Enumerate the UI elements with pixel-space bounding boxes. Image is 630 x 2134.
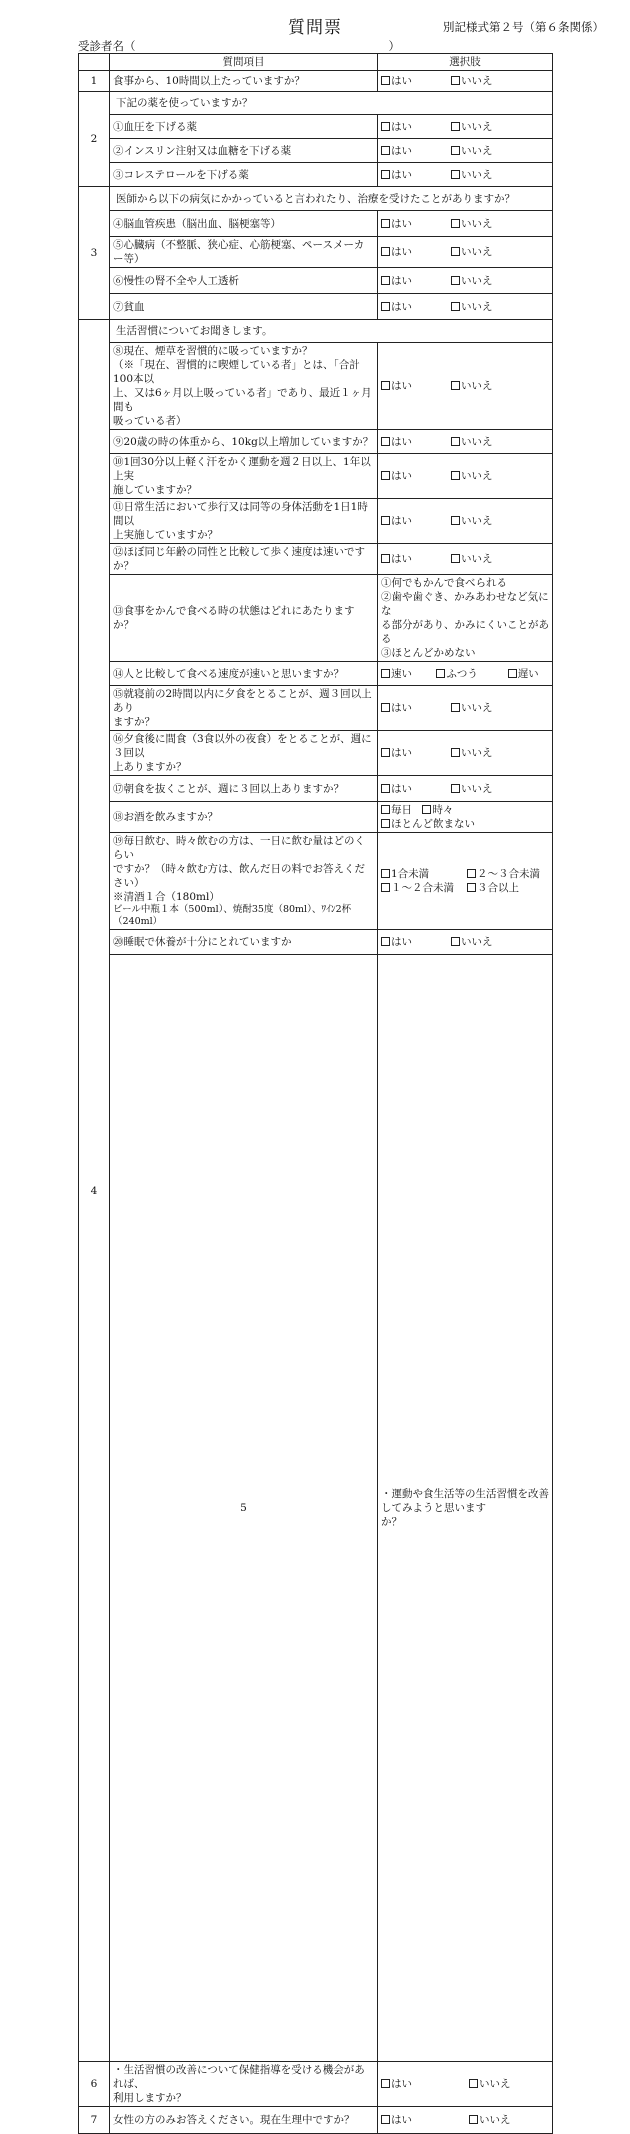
- checkbox-icon[interactable]: [451, 170, 460, 179]
- table-row: [79, 294, 553, 320]
- checkbox-icon[interactable]: [381, 819, 390, 828]
- checkbox-icon[interactable]: [381, 805, 390, 814]
- questionnaire-table: [78, 53, 553, 2134]
- table-row: [79, 955, 553, 2062]
- choice-option-no[interactable]: いいえ: [451, 782, 493, 796]
- table-row: [79, 115, 553, 139]
- choice-option[interactable]: 時々: [422, 803, 460, 817]
- checkbox-icon[interactable]: [381, 669, 390, 678]
- answer-choices: [378, 776, 553, 802]
- question-text: ⑪日常生活において歩行又は同等の身体活動を1日1時間以 上実施していますか？: [110, 499, 378, 544]
- choice-option-no[interactable]: いいえ: [451, 144, 493, 158]
- checkbox-icon[interactable]: [381, 703, 390, 712]
- answer-choices: [378, 930, 553, 955]
- checkbox-icon[interactable]: [469, 2115, 478, 2124]
- checkbox-icon[interactable]: [451, 76, 460, 85]
- checkbox-icon[interactable]: [381, 937, 390, 946]
- checkbox-icon[interactable]: [381, 869, 390, 878]
- checkbox-icon[interactable]: [381, 437, 390, 446]
- checkbox-icon[interactable]: [381, 302, 390, 311]
- question-number: 4: [79, 320, 110, 2062]
- answer-choices: [378, 2107, 553, 2134]
- checkbox-icon[interactable]: [469, 2079, 478, 2088]
- form-number: 別記様式第２号（第６条関係）: [443, 20, 604, 34]
- checkbox-icon[interactable]: [381, 170, 390, 179]
- choice-option[interactable]: ふつう: [436, 667, 504, 681]
- question-text: ⑳睡眠で休養が十分にとれていますか: [110, 930, 378, 955]
- choice-option-no[interactable]: いいえ: [451, 552, 493, 566]
- choice-option-yes[interactable]: はい: [381, 935, 451, 949]
- answer-choices: [378, 499, 553, 544]
- answer-choices: [378, 139, 553, 163]
- checkbox-icon[interactable]: [451, 554, 460, 563]
- question-text: ⑬食事をかんで食べる時の状態はどれにあたりますか？: [110, 575, 378, 662]
- choice-option-no[interactable]: いいえ: [451, 435, 493, 449]
- choice-option-yes[interactable]: はい: [381, 435, 451, 449]
- choice-option-yes[interactable]: はい: [381, 2077, 469, 2091]
- choice-option-yes[interactable]: はい: [381, 245, 451, 259]
- question-text: ⑭人と比較して食べる速度が速いと思いますか？: [110, 662, 378, 686]
- choice-option-no[interactable]: いいえ: [451, 935, 493, 949]
- choice-option-yes[interactable]: はい: [381, 168, 451, 182]
- choice-option[interactable]: 速い: [381, 667, 433, 681]
- checkbox-icon[interactable]: [451, 276, 460, 285]
- checkbox-icon[interactable]: [451, 219, 460, 228]
- group-intro: 医師から以下の病気にかかっていると言われたり、治療を受けたことがありますか？: [110, 187, 553, 211]
- answer-choices: [378, 294, 553, 320]
- checkbox-icon[interactable]: [381, 784, 390, 793]
- table-row: [79, 731, 553, 776]
- table-row: [79, 833, 553, 930]
- answer-choices: [378, 2062, 553, 2107]
- choice-option-no[interactable]: いいえ: [451, 701, 493, 715]
- question-text: ・運動や食生活等の生活習慣を改善してみようと思います か？: [378, 955, 553, 2062]
- choice-option-no[interactable]: いいえ: [451, 300, 493, 314]
- question-text: ①血圧を下げる薬: [110, 115, 378, 139]
- table-row: [79, 71, 553, 92]
- checkbox-icon[interactable]: [381, 381, 390, 390]
- checkbox-icon[interactable]: [381, 76, 390, 85]
- table-row: [79, 2107, 553, 2134]
- checkbox-icon[interactable]: [451, 146, 460, 155]
- table-row: [79, 575, 553, 662]
- table-row: [79, 686, 553, 731]
- table-row: [79, 237, 553, 268]
- table-row: [79, 268, 553, 294]
- answer-choices: [378, 268, 553, 294]
- question-text: ⑯夕食後に間食（3食以外の夜食）をとることが、週に３回以 上ありますか？: [110, 731, 378, 776]
- choice-option-yes[interactable]: はい: [381, 144, 451, 158]
- question-text: ⑥慢性の腎不全や人工透析: [110, 268, 378, 294]
- group-intro: 生活習慣についてお聞きします。: [110, 320, 553, 343]
- choice-option-no[interactable]: いいえ: [451, 746, 493, 760]
- checkbox-icon[interactable]: [381, 748, 390, 757]
- checkbox-icon[interactable]: [381, 471, 390, 480]
- answer-choices: [378, 544, 553, 575]
- checkbox-icon[interactable]: [451, 471, 460, 480]
- checkbox-icon[interactable]: [381, 883, 390, 892]
- answer-choices: [378, 115, 553, 139]
- checkbox-icon[interactable]: [422, 805, 431, 814]
- choice-option-yes[interactable]: はい: [381, 701, 451, 715]
- group-intro: 下記の薬を使っていますか？: [110, 92, 553, 115]
- question-text: ⑩1回30分以上軽く汗をかく運動を週２日以上、1年以上実 施していますか？: [110, 454, 378, 499]
- table-row: [79, 92, 553, 115]
- choice-option[interactable]: ほとんど飲まない: [381, 817, 475, 831]
- checkbox-icon[interactable]: [451, 937, 460, 946]
- answer-choices: [378, 686, 553, 731]
- choice-option[interactable]: ２～３合未満: [467, 867, 540, 881]
- page-title: 質問票: [288, 18, 342, 38]
- checkbox-icon[interactable]: [451, 381, 460, 390]
- checkbox-icon[interactable]: [381, 146, 390, 155]
- choice-option[interactable]: ③ほとんどかめない: [381, 647, 476, 659]
- answer-choices: [378, 662, 553, 686]
- table-row: [79, 343, 553, 430]
- question-number: 6: [79, 2062, 110, 2107]
- table-row: [79, 802, 553, 833]
- answer-choices: [378, 343, 553, 430]
- table-row: [79, 544, 553, 575]
- choice-option-yes[interactable]: はい: [381, 469, 451, 483]
- checkbox-icon[interactable]: [381, 219, 390, 228]
- checkbox-icon[interactable]: [381, 516, 390, 525]
- checkbox-icon[interactable]: [467, 869, 476, 878]
- question-text: ・生活習慣の改善について保健指導を受ける機会があれば、 利用しますか？: [110, 2062, 378, 2107]
- choice-option-no[interactable]: いいえ: [451, 74, 493, 88]
- checkbox-icon[interactable]: [451, 122, 460, 131]
- choice-option[interactable]: 遅い: [508, 667, 539, 681]
- question-text: ⑱お酒を飲みますか？: [110, 802, 378, 833]
- answer-choices: [378, 163, 553, 187]
- choice-option-no[interactable]: いいえ: [451, 217, 493, 231]
- checkbox-icon[interactable]: [451, 247, 460, 256]
- question-number: 7: [79, 2107, 110, 2134]
- question-text: 女性の方のみお答えください。現在生理中ですか？: [110, 2107, 378, 2134]
- choice-option-no[interactable]: いいえ: [451, 469, 493, 483]
- choice-option-yes[interactable]: はい: [381, 746, 451, 760]
- choice-option[interactable]: ②歯や歯ぐき、かみあわせなど気にな: [381, 591, 549, 617]
- table-row: [79, 163, 553, 187]
- checkbox-icon[interactable]: [451, 748, 460, 757]
- checkbox-icon[interactable]: [381, 122, 390, 131]
- choice-option-yes[interactable]: はい: [381, 514, 451, 528]
- answer-choices: [378, 833, 553, 930]
- question-number: 5: [110, 955, 378, 2062]
- checkbox-icon[interactable]: [381, 247, 390, 256]
- choice-option-yes[interactable]: はい: [381, 782, 451, 796]
- checkbox-icon[interactable]: [508, 669, 517, 678]
- examinee-name-field[interactable]: 受診者名（ ）: [78, 39, 400, 53]
- question-text: ⑮就寝前の2時間以内に夕食をとることが、週３回以上あり ますか？: [110, 686, 378, 731]
- table-row: [79, 499, 553, 544]
- choice-option-yes[interactable]: はい: [381, 300, 451, 314]
- checkbox-icon[interactable]: [467, 883, 476, 892]
- choice-option-yes[interactable]: はい: [381, 2113, 469, 2127]
- choice-option-yes[interactable]: はい: [381, 379, 451, 393]
- table-header-row: [79, 54, 553, 71]
- choice-option-yes[interactable]: はい: [381, 120, 451, 134]
- answer-choices: [378, 802, 553, 833]
- answer-choices: [378, 430, 553, 454]
- choice-option-no[interactable]: いいえ: [469, 2113, 511, 2127]
- table-row: [79, 139, 553, 163]
- question-number: 2: [79, 92, 110, 187]
- choice-option-continued: る部分があり、かみにくいことがある: [381, 619, 549, 645]
- table-row: [79, 211, 553, 237]
- table-row: [79, 662, 553, 686]
- table-row: [79, 430, 553, 454]
- choice-option-yes[interactable]: はい: [381, 217, 451, 231]
- question-text: ④脳血管疾患（脳出血、脳梗塞等）: [110, 211, 378, 237]
- checkbox-icon[interactable]: [451, 437, 460, 446]
- question-text: ⑰朝食を抜くことが、週に３回以上ありますか？: [110, 776, 378, 802]
- answer-choices: [378, 237, 553, 268]
- table-row: [79, 930, 553, 955]
- question-text: ⑨20歳の時の体重から、10kg以上増加していますか？: [110, 430, 378, 454]
- header-question: 質問項目: [110, 54, 378, 71]
- answer-choices: [378, 71, 553, 92]
- choice-option[interactable]: １～２合未満: [381, 881, 467, 895]
- choice-option[interactable]: 毎日: [381, 803, 419, 817]
- choice-option-no[interactable]: いいえ: [451, 168, 493, 182]
- question-text: ⑲毎日飲む、時々飲むの方は、一日に飲む量はどのくらい ですか？（時々飲む方は、飲んだ日の料でお答えください） ※清酒１合（180ml） ビール中瓶１本（500ml）、焼酎35度（80ml）、ﾜｲﾝ2杯（240ml）: [110, 833, 378, 930]
- choice-option-no[interactable]: いいえ: [451, 274, 493, 288]
- choice-option[interactable]: ①何でもかんで食べられる: [381, 577, 507, 589]
- choice-option-no[interactable]: いいえ: [469, 2077, 511, 2091]
- question-text: ⑤心臓病（不整脈、狭心症、心筋梗塞、ペースメーカー等）: [110, 237, 378, 268]
- choice-option-no[interactable]: いいえ: [451, 514, 493, 528]
- choice-option-yes[interactable]: はい: [381, 74, 451, 88]
- answer-choices: [378, 454, 553, 499]
- choice-option[interactable]: 1合未満: [381, 867, 467, 881]
- question-number: 3: [79, 187, 110, 320]
- choice-option-yes[interactable]: はい: [381, 552, 451, 566]
- question-number: 1: [79, 71, 110, 92]
- question-text: ②インスリン注射又は血糖を下げる薬: [110, 139, 378, 163]
- checkbox-icon[interactable]: [381, 276, 390, 285]
- header-choice: 選択肢: [378, 54, 553, 71]
- table-row: [79, 776, 553, 802]
- checkbox-icon[interactable]: [451, 302, 460, 311]
- table-row: [79, 454, 553, 499]
- table-row: [79, 187, 553, 211]
- choice-option-no[interactable]: いいえ: [451, 120, 493, 134]
- question-text: ③コレステロールを下げる薬: [110, 163, 378, 187]
- checkbox-icon[interactable]: [451, 516, 460, 525]
- checkbox-icon[interactable]: [381, 2115, 390, 2124]
- question-text: ⑦貧血: [110, 294, 378, 320]
- answer-choices: [378, 731, 553, 776]
- choice-option-no[interactable]: いいえ: [451, 245, 493, 259]
- choice-option-no[interactable]: いいえ: [451, 379, 493, 393]
- question-text: 食事から、10時間以上たっていますか？: [110, 71, 378, 92]
- question-text: ⑫ほぼ同じ年齢の同性と比較して歩く速度は速いですか？: [110, 544, 378, 575]
- table-row: [79, 2062, 553, 2107]
- answer-choices: [378, 575, 553, 662]
- checkbox-icon[interactable]: [436, 669, 445, 678]
- choice-option-yes[interactable]: はい: [381, 274, 451, 288]
- choice-option[interactable]: ３合以上: [467, 881, 519, 895]
- table-row: [79, 320, 553, 343]
- question-text: ⑧現在、煙草を習慣的に吸っていますか？ （※「現在、習慣的に喫煙している者」とは、「合計100本以 上、又は6ヶ月以上吸っている者」であり、最近１ヶ月間も 吸っている者）: [110, 343, 378, 430]
- answer-choices: [378, 211, 553, 237]
- checkbox-icon[interactable]: [451, 784, 460, 793]
- checkbox-icon[interactable]: [381, 554, 390, 563]
- checkbox-icon[interactable]: [381, 2079, 390, 2088]
- checkbox-icon[interactable]: [451, 703, 460, 712]
